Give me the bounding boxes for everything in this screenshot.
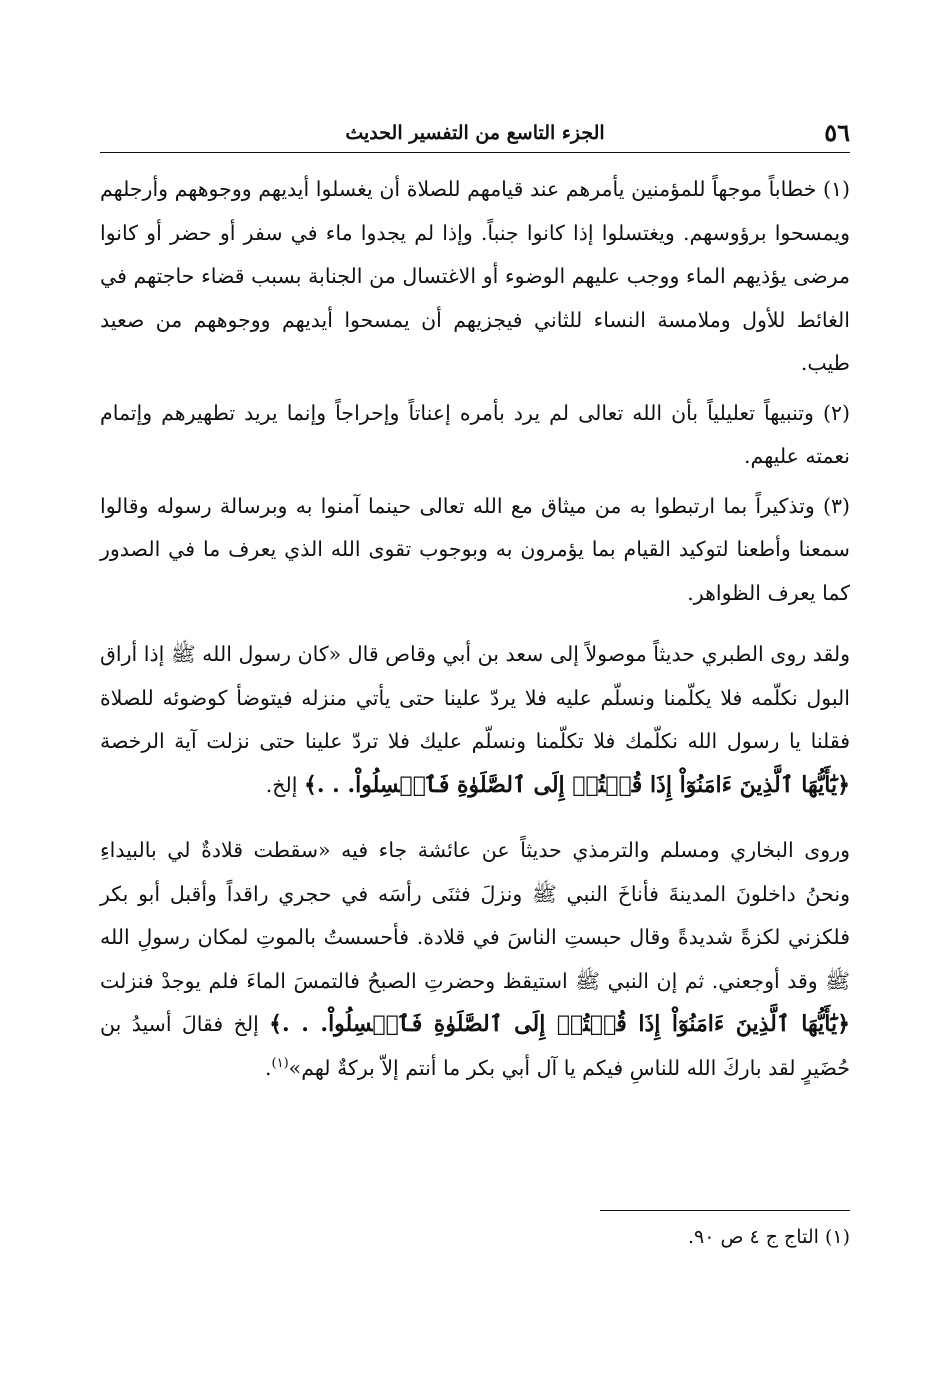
- running-header: [100, 118, 850, 153]
- footnote-divider: [600, 1210, 850, 1211]
- quran-verse-quote: ﴿يَٰٓأَيُّهَا ٱلَّذِينَ ءَامَنُوٓاْ إِذَا قُمۡتُمۡ إِلَى ٱلصَّلَوٰةِ فَٱغۡسِلُواْ. . .﴾: [303, 771, 850, 798]
- tabari-hadith-text: ولقد روى الطبري حديثاً موصولاً إلى سعد بن أبي وقاص قال «كان رسول الله ﷺ إذا أراق البول نكلّمه فلا يكلّمنا ونسلّم عليه فلا يردّ علينا حتى يأتي منزله فيتوضأ كوضوئه للصلاة فقلنا يا رسول الله نكلّمك فلا تكلّمنا ونسلّم عليك فلا تردّ علينا حتى نزلت آية الرخصة: [100, 642, 850, 753]
- header-title: الجزء التاسع من التفسير الحديث: [345, 122, 605, 144]
- numbered-point-2: (٢) وتنبيهاً تعليلياً بأن الله تعالى لم يرد بأمره إعناتاً وإحراجاً وإنما يريد تطهيرهم وإتمام نعمته عليهم.: [100, 400, 850, 468]
- body-text: [100, 168, 850, 1112]
- numbered-point-1: (١) خطاباً موجهاً للمؤمنين يأمرهم عند قيامهم للصلاة أن يغسلوا أيديهم ووجوههم وأرجلهم ويمسحوا برؤوسهم. ويغتسلوا إذا كانوا جنباً. وإذا لم يجدوا ماء في سفر أو حضر أو كانوا مرضى يؤذيهم الماء ووجب عليهم الوضوء أو الاغتسال من الجنابة بسبب قضاء حاجتهم في الغائط للأول وملامسة النساء للثاني فيجزيهم أن يمسحوا أيديهم ووجوههم من صعيد طيب.: [100, 177, 850, 375]
- page-number: ٥٦: [824, 118, 850, 147]
- numbered-point-3: (٣) وتذكيراً بما ارتبطوا به من ميثاق مع الله تعالى حينما آمنوا به وبرسالة رسوله وقالوا سمعنا وأطعنا لتوكيد القيام بما يؤمرون به وبوجوب تقوى الله الذي يعرف ما في الصدور كما يعرف الظواهر.: [100, 493, 850, 605]
- tabari-hadith-paragraph: [100, 633, 850, 807]
- bukhari-hadith-paragraph: [100, 829, 850, 1090]
- bukhari-hadith-text: وروى البخاري ومسلم والترمذي حديثاً عن عائشة جاء فيه «سقطت قلادةٌ لي بالبيداءِ ونحنُ داخلونَ المدينةَ فأناخَ النبي ﷺ ونزلَ فثنَى رأسَه في حجري راقداً وأقبل أبو بكر فلكزني لكزةً شديدةً وقال حبستِ الناسَ في قلادة. فأحسستُ بالموتِ لمكان رسولِ الله ﷺ وقد أوجعني. ثم إن النبي ﷺ استيقظ وحضرتِ الصبحُ فالتمسَ الماءَ فلم يوجدْ فنزلت: [100, 838, 850, 993]
- tabari-hadith-ending: إلخ.: [265, 772, 298, 797]
- footnote-reference: (١): [271, 1055, 289, 1071]
- footnote: (١) التاج ج ٤ ص ٩٠.: [687, 1226, 850, 1248]
- sentence-end: .: [265, 1055, 272, 1080]
- quran-verse-quote: ﴿يَٰٓأَيُّهَا ٱلَّذِينَ ءَامَنُوٓاْ إِذَا قُمۡتُمۡ إِلَى ٱلصَّلَوٰةِ فَٱغۡسِلُواْ. . .﴾: [269, 1011, 850, 1037]
- bukhari-hadith-ending: إلخ فقالَ أسيدُ بن حُضَيرٍ لقد باركَ الله للناسِ فيكم يا آل أبي بكر ما أنتم إلاّ بركةٌ لهم»: [100, 1012, 850, 1080]
